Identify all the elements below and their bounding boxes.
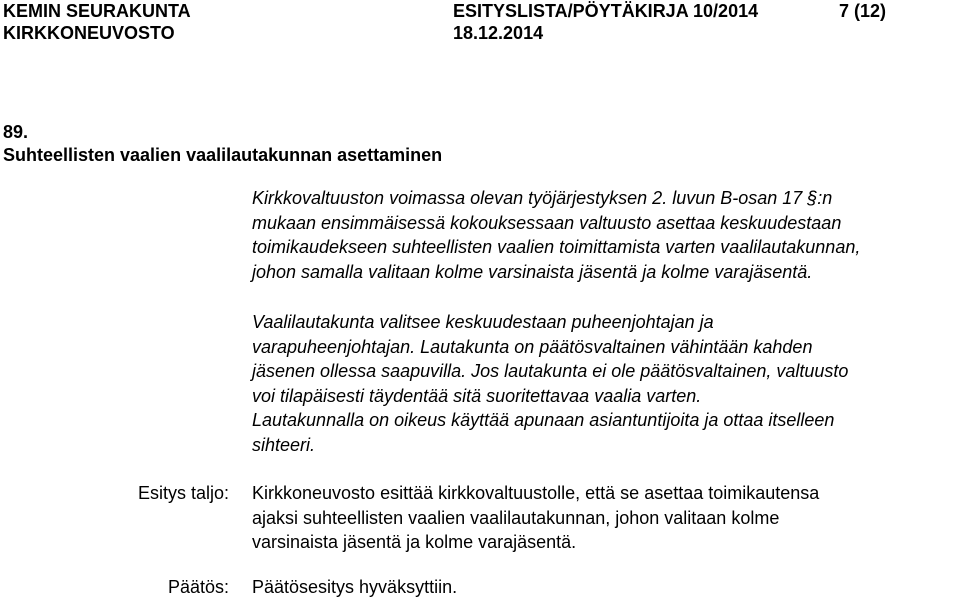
- proposal-text: [252, 481, 952, 555]
- paragraph-committee-line: Vaalilautakunta valitsee keskuudestaan puheenjohtajan ja: [252, 312, 714, 332]
- proposal-line: Kirkkoneuvosto esittää kirkkovaltuustolle, että se asettaa toimikautensa: [252, 483, 820, 503]
- paragraph-rules-line: johon samalla valitaan kolme varsinaista jäsentä ja kolme varajäsentä.: [252, 261, 813, 282]
- item-title: Suhteellisten vaalien vaalilautakunnan asettaminen: [3, 145, 443, 165]
- body-name: KIRKKONEUVOSTO: [3, 23, 175, 43]
- document-date: 18.12.2014: [453, 23, 544, 43]
- decision-label: Päätös:: [167, 577, 229, 597]
- paragraph-committee-line: jäsenen ollessa saapuvilla. Jos lautakunta ei ole päätösvaltainen, valtuusto: [252, 361, 849, 381]
- paragraph-rules: [252, 186, 952, 284]
- paragraph-committee-line: sihteeri.: [252, 434, 316, 455]
- organization-name: KEMIN SEURAKUNTA: [3, 1, 191, 21]
- paragraph-rules-line: Kirkkovaltuuston voimassa olevan työjärjestyksen 2. luvun B-osan 17 §:n: [252, 188, 833, 208]
- proposal-line: varsinaista jäsentä ja kolme varajäsentä.: [252, 532, 577, 552]
- item-number: 89.: [3, 122, 29, 142]
- document-type: ESITYSLISTA/PÖYTÄKIRJA 10/2014: [453, 1, 759, 21]
- paragraph-rules-line: toimikaudekseen suhteellisten vaalien toimittamista varten vaalilautakunnan,: [252, 237, 861, 257]
- paragraph-committee: [252, 310, 952, 457]
- decision-line: Päätösesitys hyväksyttiin.: [252, 577, 458, 597]
- proposal-label: Esitys taljo:: [137, 483, 229, 503]
- proposal-line: ajaksi suhteellisten vaalien vaalilautakunnan, johon valitaan kolme: [252, 507, 780, 528]
- paragraph-committee-line: voi tilapäisesti täydentää sitä suoritettavaa vaalia varten.: [252, 385, 702, 406]
- paragraph-rules-line: mukaan ensimmäisessä kokouksessaan valtuusto asettaa keskuudestaan: [252, 212, 842, 233]
- paragraph-committee-line: Lautakunnalla on oikeus käyttää apunaan asiantuntijoita ja ottaa itselleen: [252, 410, 835, 430]
- paragraph-committee-line: varapuheenjohtajan. Lautakunta on päätösvaltainen vähintään kahden: [252, 336, 813, 357]
- decision-text: [252, 575, 952, 600]
- page-number: 7 (12): [839, 1, 887, 21]
